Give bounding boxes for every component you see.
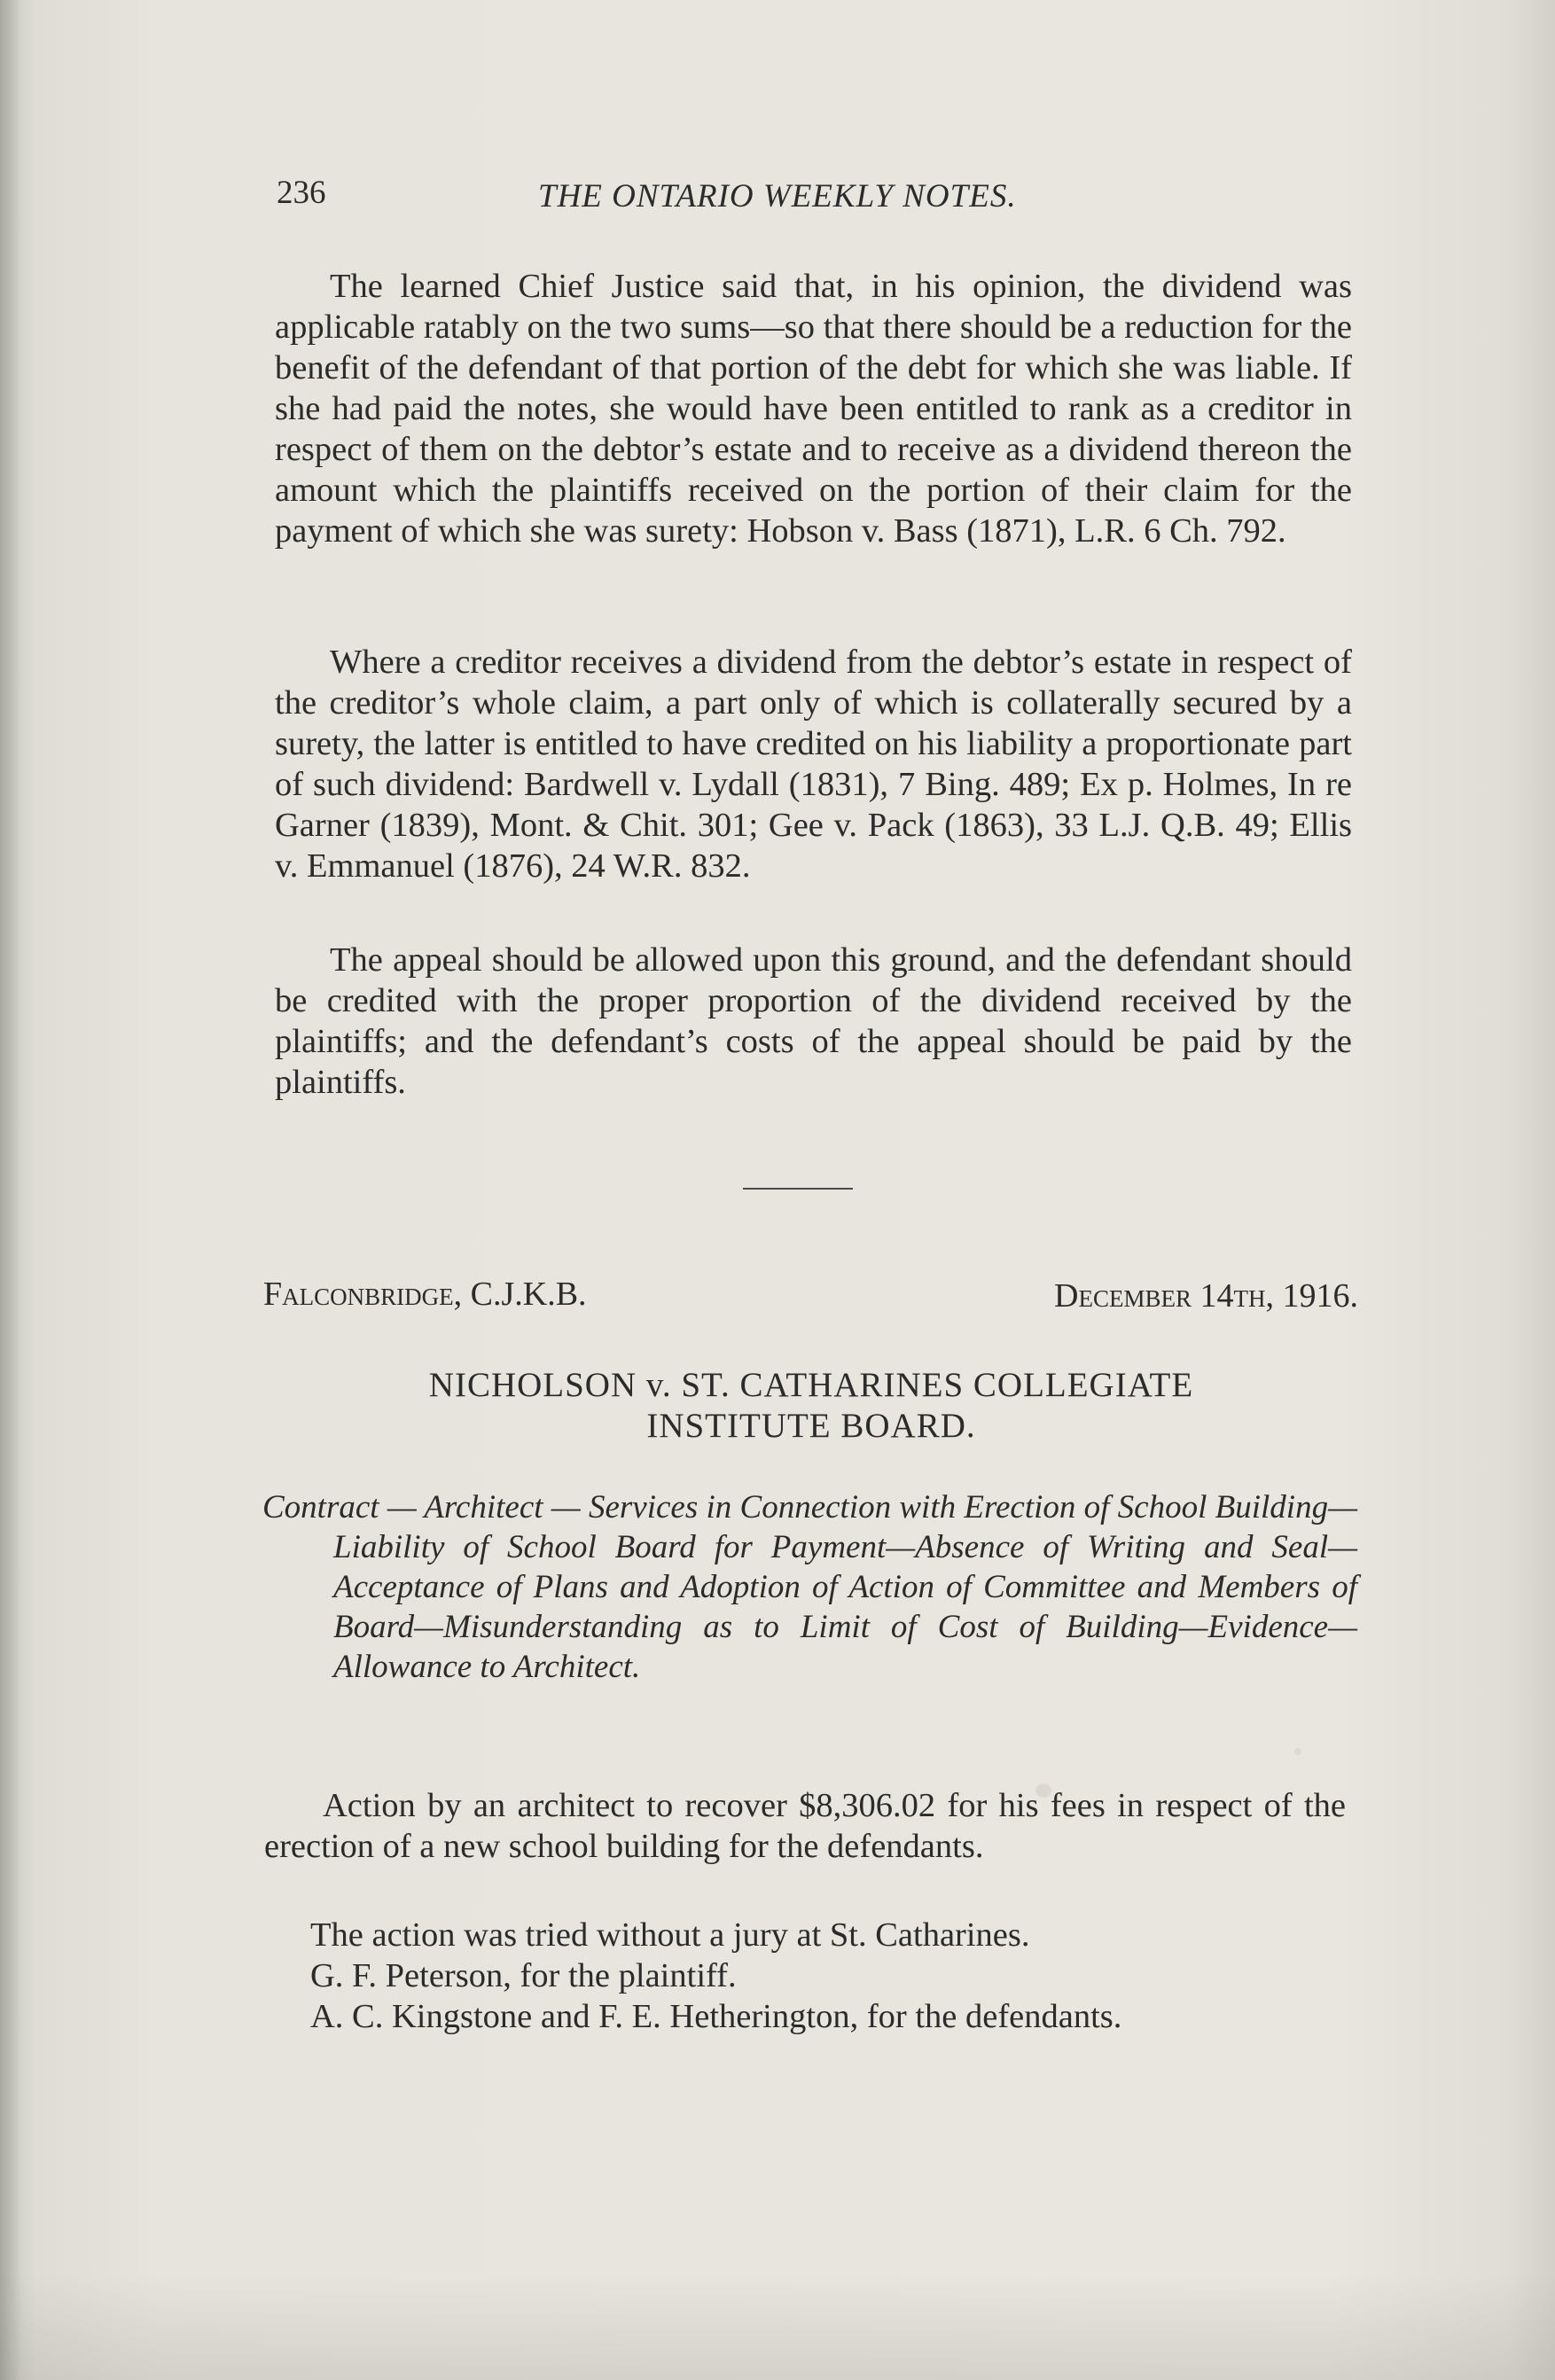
trial-note-jury: The action was tried without a jury at St. Catharines. — [310, 1916, 1030, 1954]
paragraph-appeal-allowed — [275, 940, 1352, 1103]
page-number: 236 — [277, 175, 326, 211]
judge-name: Falconbridge, C.J.K.B. — [263, 1276, 587, 1313]
trial-note-defendants-counsel: A. C. Kingstone and F. E. Hetherington, for the defendants. — [310, 1998, 1122, 2035]
headnote-text: Contract — Architect — Services in Connection with Erection of School Building—Liability of School Board for Payment—Absence of Writing and Seal—Acceptance of Plans and Adoption of Action of Committee and Members of Board—Misunderstanding as to Limit of Cost of Building—Evidence—Allowance to Architect. — [262, 1489, 1357, 1685]
page-bottom-shadow — [0, 2274, 1555, 2380]
paper-spot — [1294, 1748, 1301, 1755]
page-header — [277, 174, 1358, 227]
page-binding-edge — [0, 0, 23, 2380]
paragraph-text: The appeal should be allowed upon this ground, and the defendant should be credited with the proper proportion of the dividend received by the plaintiffs; and the defendant’s costs of the appeal should be paid by the plaintiffs. — [275, 941, 1352, 1101]
case-title-line-1: NICHOLSON v. ST. CATHARINES COLLEGIATE — [428, 1366, 1194, 1404]
case-metadata-line — [263, 1275, 1358, 1323]
paragraph-text: The learned Chief Justice said that, in his opinion, the dividend was applicable ratably on the two sums—so that there should be a reduction for the benefit of the defendant of that portion of the debt for which she was liable. If she had paid the notes, she would have been entitled to rank as a creditor in respect of them on the debtor’s estate and to receive as a dividend thereon the amount which the plaintiffs received on the portion of their claim for the payment of which she was surety: Hobson v. Bass (1871), L.R. 6 Ch. 792. — [275, 268, 1352, 550]
trial-notes — [310, 1915, 1339, 2037]
paragraph-creditor-dividend — [275, 642, 1352, 886]
paper-spot — [1035, 1783, 1051, 1798]
paragraph-chief-justice-opinion — [275, 266, 1352, 551]
action-summary — [264, 1785, 1346, 1867]
action-text: Action by an architect to recover $8,306.02 for his fees in respect of the erection of a new school building for the defendants. — [264, 1787, 1346, 1865]
case-title — [266, 1365, 1356, 1447]
trial-note-plaintiff-counsel: G. F. Peterson, for the plaintiff. — [310, 1957, 737, 1994]
section-divider — [743, 1188, 853, 1190]
case-title-line-2: INSTITUTE BOARD. — [646, 1407, 976, 1445]
paragraph-text: Where a creditor receives a dividend from the debtor’s estate in respect of the creditor’s whole claim, a part only of which is collaterally secured by a surety, the latter is entitled to have credited on his liability a proportionate part of such dividend: Bardwell v. Lydall (1831), 7 Bing. 489; Ex p. Holmes, In re Garner (1839), Mont. & Chit. 301; Gee v. Pack (1863), 33 L.J. Q.B. 49; Ellis v. Emmanuel (1876), 24 W.R. 832. — [275, 644, 1352, 885]
running-title: THE ONTARIO WEEKLY NOTES. — [538, 178, 1017, 215]
decision-date: December 14th, 1916. — [1054, 1277, 1358, 1315]
case-headnote — [262, 1487, 1357, 1687]
